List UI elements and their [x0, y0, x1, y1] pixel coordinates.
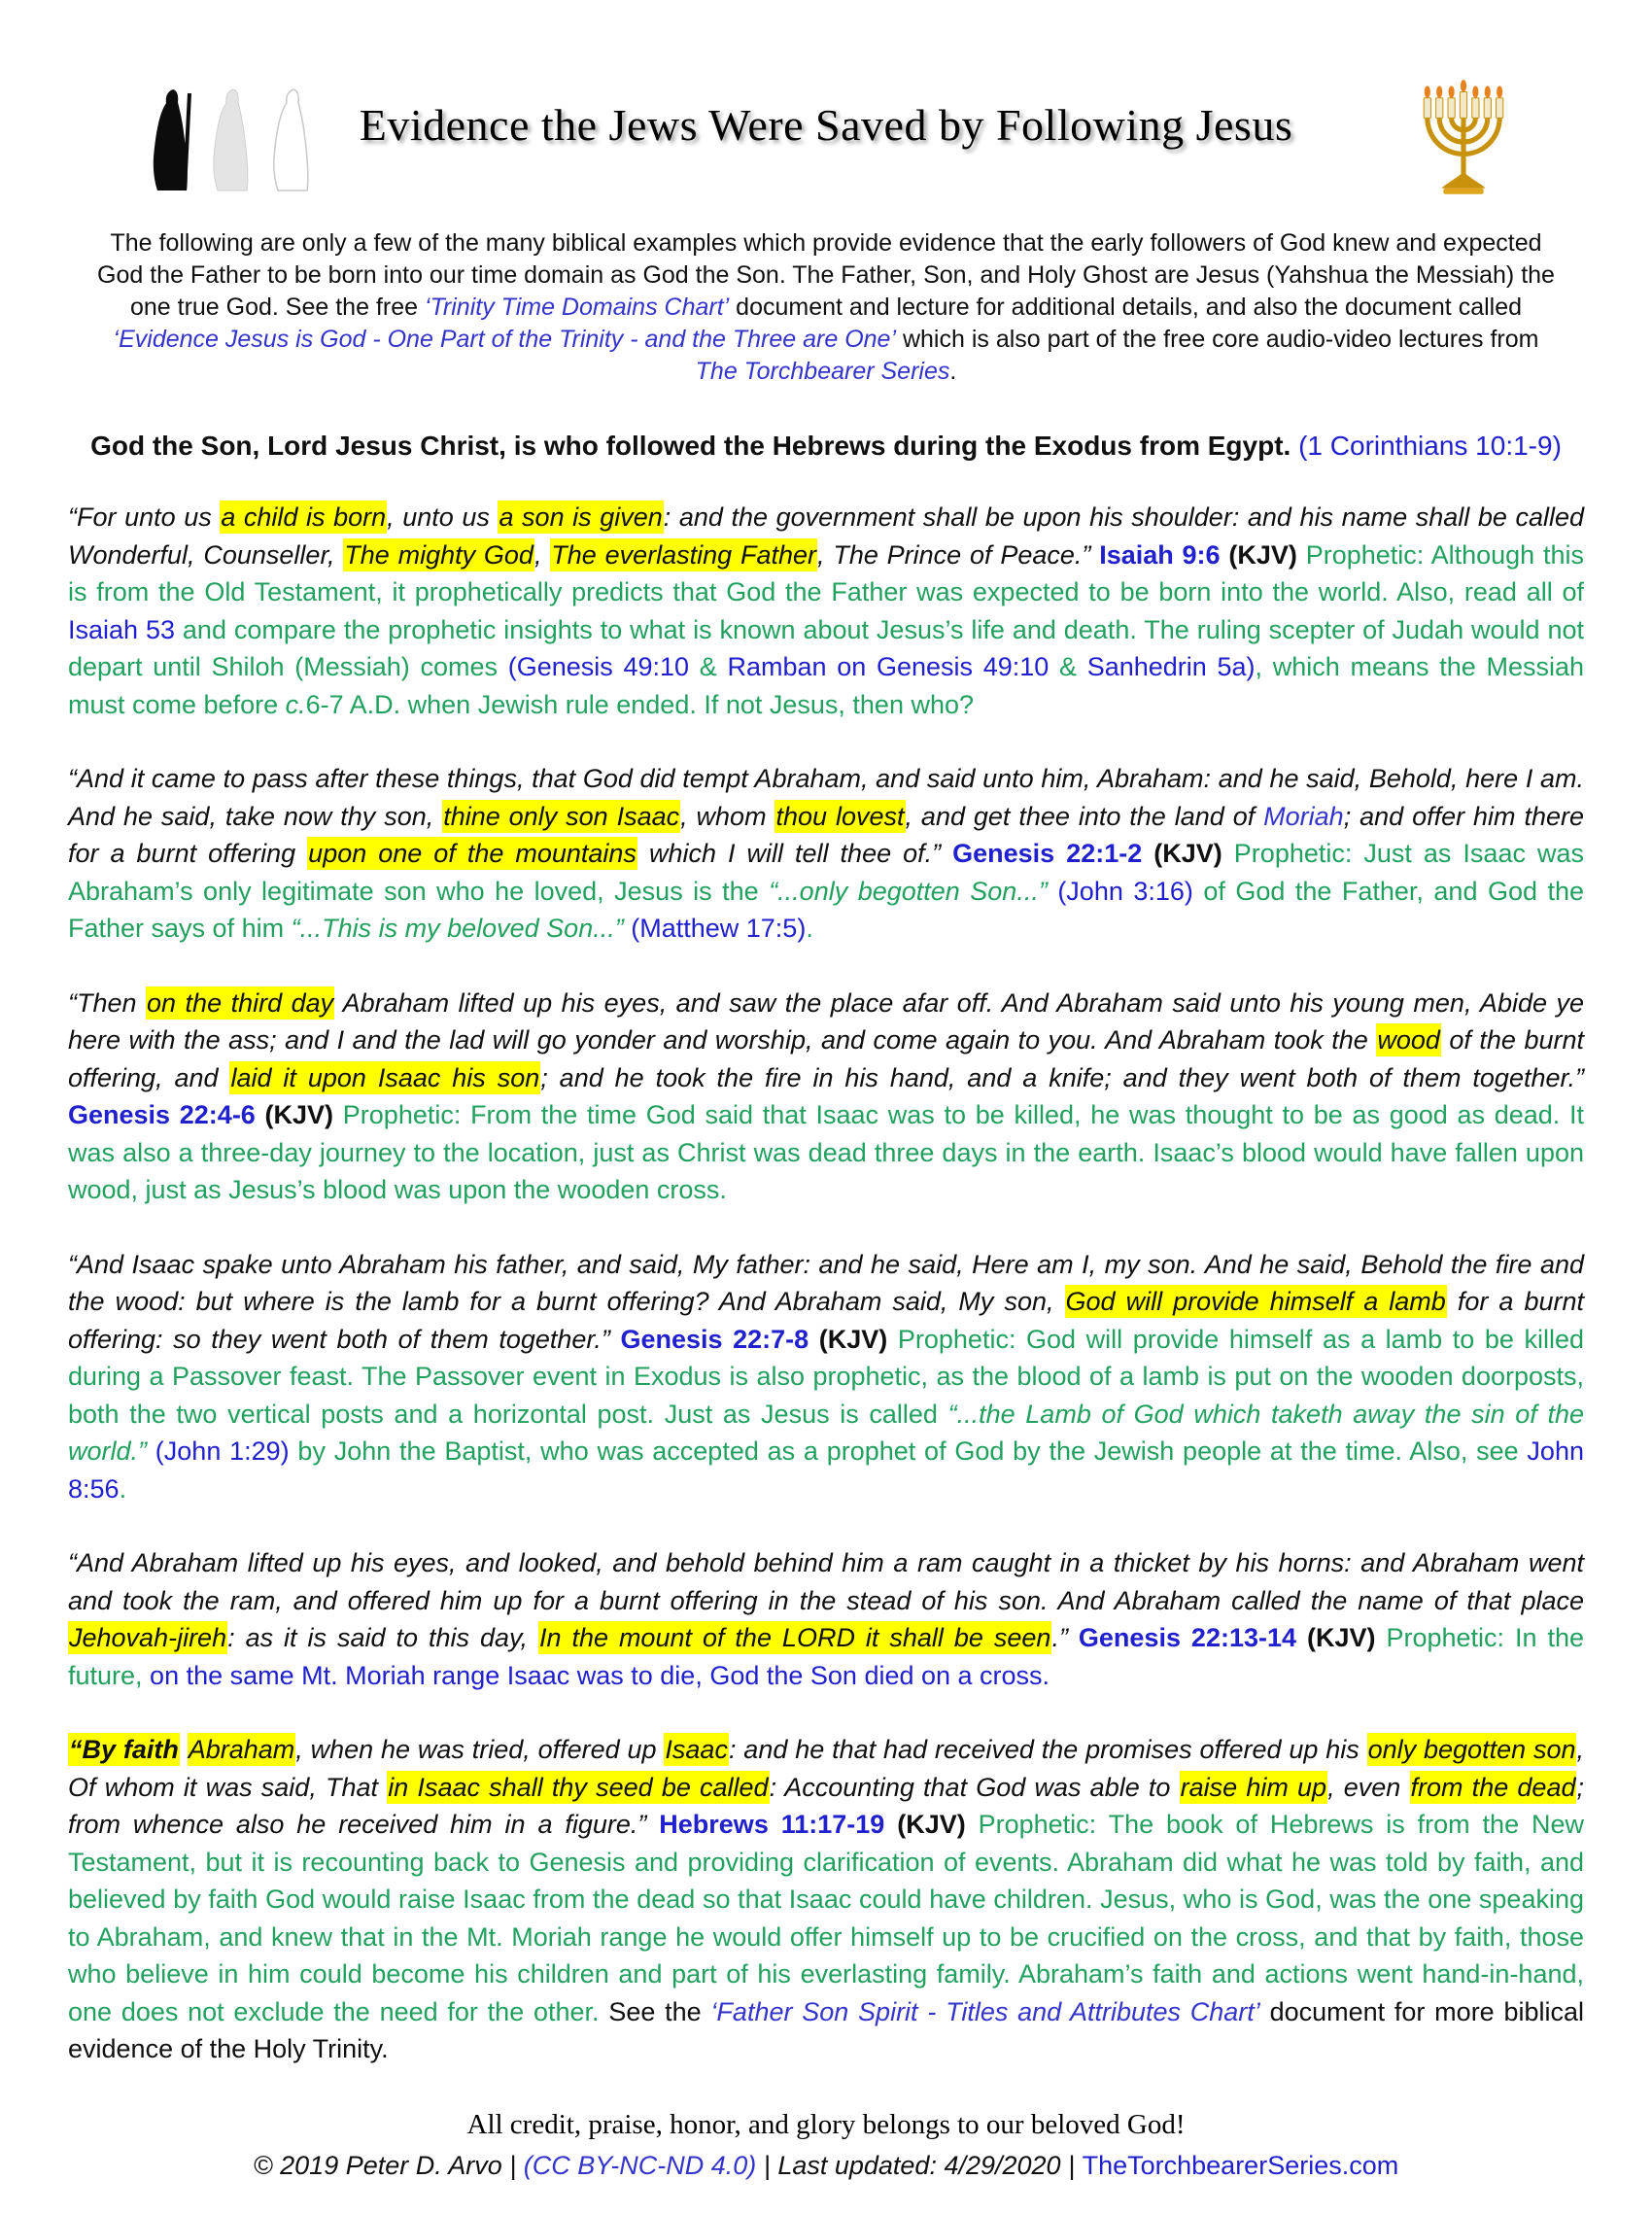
text-run: 6-7 A.D. when Jewish rule ended. If not Jesus, then who? [305, 689, 975, 719]
copyright-line [0, 2151, 1652, 2181]
three-robed-figures-icon [144, 84, 324, 203]
section-heading [0, 431, 1652, 462]
text-run: thou lovest [775, 801, 905, 831]
text-run: (KJV) [1220, 539, 1306, 570]
text-run: “...This is my beloved Son...” [291, 914, 624, 943]
text-run: : and he that had received the promises offered up his [728, 1735, 1367, 1764]
text-run: (KJV) [884, 1810, 979, 1839]
text-run: , [533, 539, 551, 570]
text-run: God the Son, Lord Jesus Christ, is who followed the Hebrews during the Exodus from Egypt. [90, 431, 1299, 461]
text-run [147, 1436, 155, 1466]
text-run: : Accounting that God was able to [769, 1772, 1180, 1802]
intro-paragraph [92, 227, 1560, 388]
text-run: See the [608, 1996, 711, 2026]
text-run: Jehovah-jireh [69, 1623, 227, 1652]
text-run: ; and he took the fire in his hand, and a knife; and they went both of them together.” [540, 1062, 1584, 1092]
text-run: thine only son Isaac [443, 801, 680, 831]
scripture-reference-link[interactable]: Genesis 22:13-14 [1078, 1623, 1297, 1652]
scripture-reference-link[interactable]: (John 1:29) [155, 1436, 290, 1466]
scripture-reference-link[interactable]: (Matthew 17:5) [631, 914, 807, 943]
text-run: Prophetic: The book of Hebrews is from the New Testament, but it is recounting back to Genesis and providing clarification of events. Abraham did what he was told by faith, and believed by faith God would raise Isaac from the dead so that Isaac could have children. Jesus, who is God, was the one speaking to Abraham, and knew that in the Mt. Moriah range he would offer himself up to be crucified on the cross, and that by faith, those who believe in him could become his children and part of his everlasting family. Abraham’s faith and actions went hand-in-hand, one does not exclude the need for the other. [68, 1810, 1584, 2026]
document-title-link[interactable]: Moriah [1263, 801, 1344, 831]
scripture-reference-link[interactable]: Genesis 22:4-6 [68, 1100, 256, 1129]
text-run: & [1049, 652, 1087, 681]
text-run: , whom [680, 801, 775, 831]
menorah-icon [1413, 76, 1514, 205]
text-run: , Of whom it was said, That [68, 1735, 1584, 1802]
text-run [180, 1735, 188, 1764]
text-run: laid it upon Isaac his son [230, 1062, 540, 1092]
text-run: , which means the Messiah must come before [68, 652, 1584, 719]
text-run: (KJV) [1296, 1623, 1387, 1652]
document-title-link[interactable]: The Torchbearer Series [695, 358, 950, 385]
scripture-reference-link[interactable]: Isaiah 9:6 [1099, 539, 1221, 570]
text-run: : and the government shall be upon his shoulder: and his name shall be called Wonderful, Counseller, [68, 502, 1585, 570]
paragraph-genesis-22-13-14 [68, 1544, 1584, 1694]
paragraph-genesis-22-7-8 [68, 1246, 1584, 1508]
text-run: The everlasting Father [551, 539, 817, 570]
text-run: Prophetic: God will provide himself as a lamb to be killed during a Passover feast. The Passover event in Exodus is also prophetic, as the blood of a lamb is put on the wooden doorposts, both the two vertical posts and a horizontal post. Just as Jesus is called [68, 1324, 1585, 1429]
text-run: only begotten son [1367, 1735, 1576, 1764]
text-run: , even [1327, 1772, 1410, 1802]
document-body [68, 499, 1584, 2068]
text-run: “And Isaac spake unto Abraham his father, and said, My father: and he said, Here am I, my son. And he said, Behold the fire and the wood: but where is the lamb for a burnt offering? And Abraham said, My son, [68, 1249, 1584, 1316]
text-run: on the third day [147, 987, 334, 1018]
text-run: ; from whence also he received him in a figure.” [68, 1772, 1584, 1839]
text-run: Abraham [188, 1735, 295, 1764]
text-run: God will provide himself a lamb [1065, 1287, 1446, 1316]
text-run: upon one of the mountains [308, 839, 637, 868]
text-run: In the mount of the LORD it shall be seen [538, 1623, 1051, 1652]
scripture-reference-link[interactable]: (Genesis 49:10 [507, 652, 690, 681]
text-run: document for more biblical evidence of the Holy Trinity. [68, 1996, 1585, 2063]
text-run: Abraham lifted up his eyes, and saw the place afar off. And Abraham said unto his young men, Abide ye here with the ass; and I and the lad will go yonder and worship, and come again to you. And Abraham took the [68, 987, 1584, 1055]
text-run: which I will tell thee of.” [637, 839, 953, 868]
text-run: , unto us [387, 502, 499, 532]
text-run: for a burnt offering: so they went both of them together.” [68, 1287, 1584, 1354]
text-run [1048, 877, 1057, 906]
text-run: , when he was tried, offered up [295, 1735, 665, 1764]
text-run: , and get thee into the land of [905, 801, 1264, 831]
website-link[interactable]: TheTorchbearerSeries.com [1082, 2150, 1399, 2180]
text-run: The following are only a few of the many biblical examples which provide evidence that the early followers of God knew and expected God the Father to be born into our time domain as God the Son. The Father, Son, and Holy Ghost are Jesus (Yahshua the Messiah) the one true God. See the free [97, 229, 1555, 321]
text-run: “Then [68, 987, 147, 1018]
text-run: c. [285, 689, 306, 719]
text-run: and compare the prophetic insights to what is known about Jesus’s life and death. The ruling scepter of Judah would not depart until Shiloh (Messiah) comes [68, 614, 1584, 681]
scripture-reference-link[interactable]: Genesis 22:1-2 [952, 839, 1143, 868]
document-footer [0, 2109, 1652, 2181]
scripture-reference-link[interactable]: Isaiah 53 [68, 614, 175, 644]
text-run: wood [1377, 1025, 1440, 1055]
text-run: Prophetic: In the future, [68, 1623, 1585, 1690]
text-run: “And Abraham lifted up his eyes, and looked, and behold behind him a ram caught in a thicket by his horns: and Abraham went and took the ram, and offered him up for a burnt offering in the stead of his son. And Abraham called the name of that place [68, 1548, 1584, 1615]
document-title-link[interactable]: ‘Trinity Time Domains Chart’ [424, 294, 730, 321]
text-run: “...only begotten Son...” [769, 876, 1048, 906]
text-run: “And it came to pass after these things, that God did tempt Abraham, and said unto him, Abraham: and he said, Behold, here I am. And he said, take now thy son, [68, 764, 1584, 831]
text-run: “...the Lamb of God which taketh away the sin of the world.” [68, 1399, 1584, 1466]
paragraph-genesis-22-4-6 [68, 985, 1584, 1209]
text-run: of God the Father, and God the Father says of him [68, 876, 1584, 943]
scripture-reference-link[interactable]: (1 Corinthians 10:1-9) [1298, 431, 1562, 461]
text-run: Prophetic: Although this is from the Old Testament, it prophetically predicts that God the Father was expected to be born into the world. Also, read all of [68, 539, 1584, 606]
text-run: “By faith [69, 1735, 179, 1764]
document-title-link[interactable]: ‘Father Son Spirit - Titles and Attributes Chart’ [710, 1996, 1260, 2026]
scripture-reference-link[interactable]: Genesis 22:7-8 [620, 1324, 809, 1354]
text-run: Isaac [665, 1735, 728, 1764]
text-run: which is also part of the free core audio-video lectures from [896, 326, 1539, 353]
text-run: . [806, 914, 813, 943]
scripture-reference-link[interactable]: John 8:56 [68, 1436, 1584, 1504]
document-header [0, 76, 1652, 222]
text-run: The mighty God [344, 539, 533, 570]
document-page [0, 76, 1652, 2214]
text-run: raise him up [1180, 1772, 1327, 1802]
paragraph-isaiah-9-6 [68, 499, 1584, 723]
document-title-link[interactable]: (CC BY-NC-ND 4.0) [523, 2150, 757, 2180]
credit-line: All credit, praise, honor, and glory belongs to our beloved God! [466, 2108, 1186, 2140]
text-run: of the burnt offering, and [68, 1025, 1584, 1092]
text-run: | Last updated: 4/29/2020 | [756, 2150, 1083, 2180]
text-run: (KJV) [1142, 839, 1234, 868]
text-run: Prophetic: Just as Isaac was Abraham’s only legitimate son who he loved, Jesus is the [68, 839, 1584, 906]
text-run: , The Prince of Peace.” [817, 539, 1100, 570]
paragraph-genesis-22-1-2 [68, 760, 1584, 948]
text-run: a child is born [221, 502, 387, 532]
text-run: “For unto us [68, 502, 221, 532]
text-run: ; and offer him there for a burnt offering [68, 801, 1585, 868]
text-run: on the same Mt. Moriah range Isaac was to die, God the Son died on a cross. [150, 1660, 1050, 1690]
text-run: document and lecture for additional details, and also the document called [729, 294, 1523, 321]
text-run: .” [1051, 1623, 1079, 1652]
text-run: . [949, 358, 957, 385]
scripture-reference-link[interactable]: Hebrews 11:17-19 [659, 1810, 885, 1839]
document-title-link[interactable]: ‘Evidence Jesus is God - One Part of the Trinity - and the Three are One’ [113, 326, 897, 353]
text-run: & [689, 652, 728, 681]
text-run: (KJV) [809, 1324, 898, 1354]
scripture-reference-link[interactable]: (John 3:16) [1057, 876, 1193, 906]
text-run: : as it is said to this day, [227, 1623, 538, 1652]
text-run: in Isaac shall thy seed be called [388, 1772, 769, 1802]
text-run: © 2019 Peter D. Arvo | [253, 2150, 524, 2180]
scripture-reference-link[interactable]: Ramban on Genesis 49:10 [727, 652, 1050, 681]
text-run: . [119, 1473, 127, 1504]
text-run: (KJV) [255, 1100, 343, 1129]
text-run: by John the Baptist, who was accepted as a prophet of God by the Jewish people at the time. Also, see [289, 1436, 1528, 1466]
page-title: Evidence the Jews Were Saved by Following Jesus [359, 100, 1293, 150]
paragraph-hebrews-11-17-19 [68, 1731, 1584, 2068]
scripture-reference-link[interactable]: Sanhedrin 5a) [1086, 652, 1256, 681]
text-run: a son is given [499, 502, 663, 532]
text-run: from the dead [1410, 1772, 1576, 1802]
text-run: Prophetic: From the time God said that Isaac was to be killed, he was thought to be as good as dead. It was also a three-day journey to the location, just as Christ was dead three days in the earth. Isaac’s blood would have fallen upon wood, just as Jesus’s blood was upon the wooden cross. [68, 1100, 1585, 1204]
